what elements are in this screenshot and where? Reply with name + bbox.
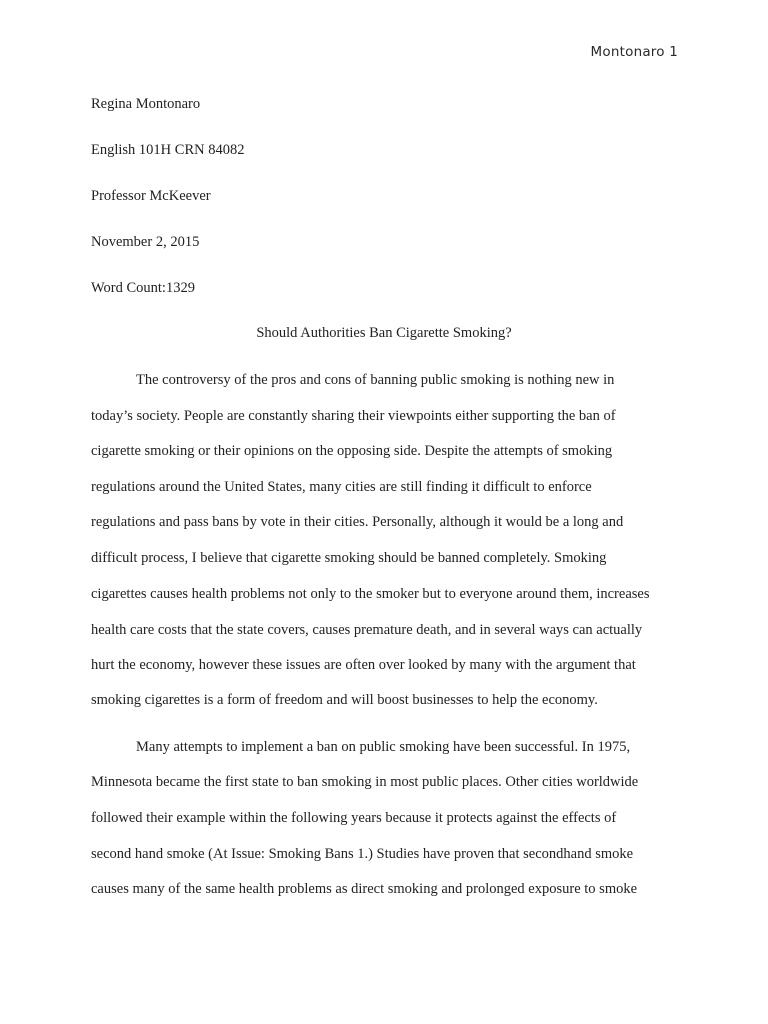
paragraph-line: causes many of the same health problems as direct smoking and prolonged exposure to smoke	[91, 881, 638, 897]
course-line: English 101H CRN 84082	[91, 142, 245, 158]
paragraph-line: regulations and pass bans by vote in their cities. Personally, although it would be a long and	[91, 514, 624, 530]
word-count-line: Word Count:1329	[91, 280, 195, 296]
paragraph-line: Many attempts to implement a ban on public smoking have been successful. In 1975,	[136, 739, 631, 755]
paragraph-line: difficult process, I believe that cigarette smoking should be banned completely. Smoking	[91, 550, 607, 566]
paragraph-line: health care costs that the state covers, causes premature death, and in several ways can actually	[91, 622, 643, 638]
author-name: Regina Montonaro	[91, 96, 201, 112]
paragraph-line: The controversy of the pros and cons of banning public smoking is nothing new in	[136, 372, 615, 388]
paragraph-line: second hand smoke (At Issue: Smoking Bans 1.) Studies have proven that secondhand smoke	[91, 846, 634, 862]
paragraph-line: today’s society. People are constantly sharing their viewpoints either supporting the ban of	[91, 408, 616, 424]
essay-title: Should Authorities Ban Cigarette Smoking?	[256, 325, 512, 341]
paragraph-line: regulations around the United States, many cities are still finding it difficult to enforce	[91, 479, 592, 495]
running-head: Montonaro 1	[590, 44, 678, 60]
professor-line: Professor McKeever	[91, 188, 211, 204]
paragraph-line: hurt the economy, however these issues are often over looked by many with the argument that	[91, 657, 636, 673]
paragraph-line: followed their example within the following years because it protects against the effects of	[91, 810, 617, 826]
paragraph-line: cigarettes causes health problems not only to the smoker but to everyone around them, increases	[91, 586, 650, 602]
paragraph-line: cigarette smoking or their opinions on the opposing side. Despite the attempts of smoking	[91, 443, 613, 459]
paragraph-line: Minnesota became the first state to ban smoking in most public places. Other cities worldwide	[91, 774, 639, 790]
paragraph-line: smoking cigarettes is a form of freedom and will boost businesses to help the economy.	[91, 692, 598, 708]
date-line: November 2, 2015	[91, 234, 200, 250]
